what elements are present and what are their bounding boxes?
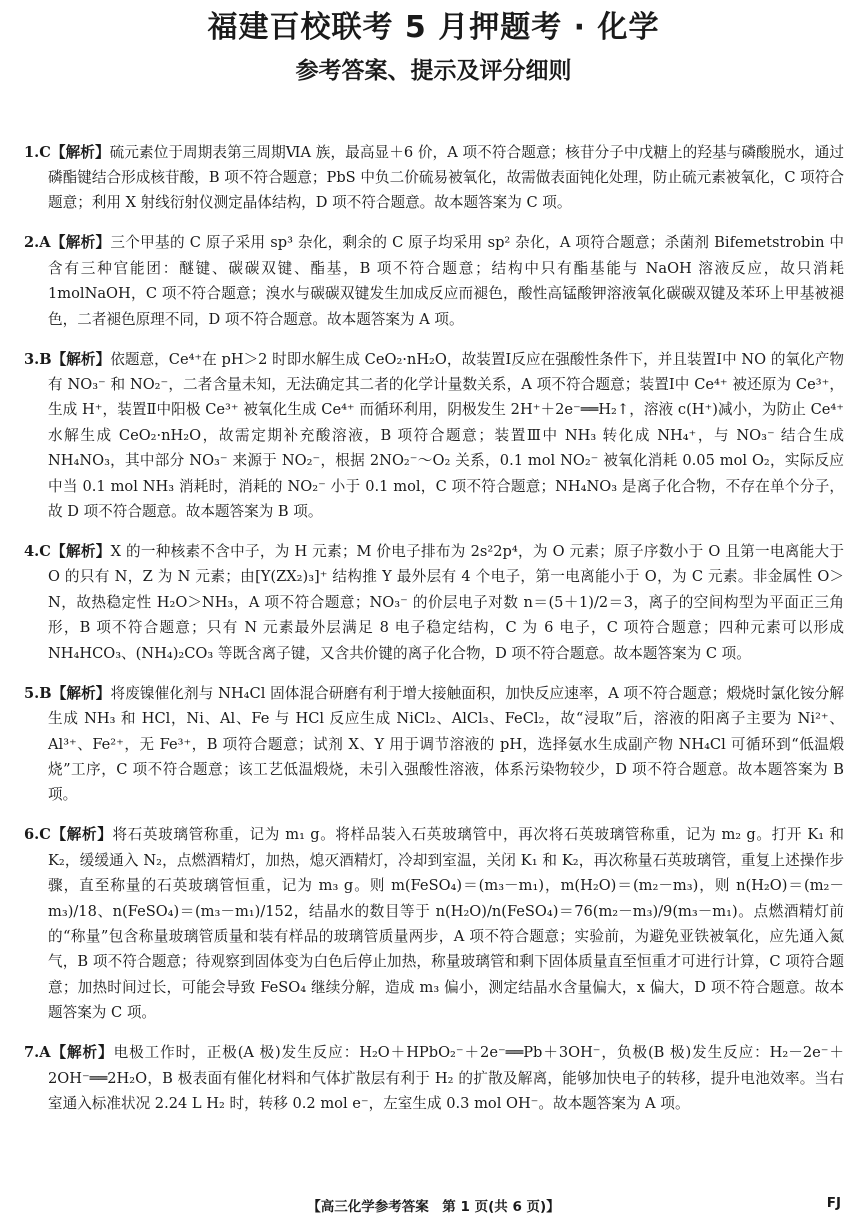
answer-choice: C <box>39 543 51 561</box>
answer-number: 3. <box>24 350 40 368</box>
answer-number: 4. <box>24 543 40 561</box>
answer-item-2 <box>24 230 844 332</box>
analysis-tag: 【解析】 <box>51 684 111 702</box>
answer-choice: A <box>39 1044 51 1062</box>
answer-item-4 <box>24 539 844 666</box>
answer-text: X 的一种核素不含中子，为 H 元素；M 价电子排布为 2s²2p⁴，为 O 元素；原子序数小于 O 且第一电离能大于 O 的只有 N，Z 为 N 元素；由[Y(ZX₂)₃]⁺ 结构推 Y 最外层有 4 个电子，第一电离能小于 O，为 C 元素。非金属性 O＞N，故热稳定性 H₂O＞NH₃，A 项不符合题意；NO₃⁻ 的价层电子对数 n＝(5＋1)/2＝3，离子的空间构型为平面正三角形，B 项不符合题意；只有 N 元素最外层满足 8 电子稳定结构，C 为 6 电子，C 项符合题意；四种元素可以形成 NH₄HCO₃、(NH₄)₂CO₃ 等既含离子键，又含共价键的离子化合物，D 项不符合题意。故本题答案为 C 项。 <box>48 543 844 662</box>
answer-text: 硫元素位于周期表第三周期ⅥA 族，最高显＋6 价，A 项不符合题意；核苷分子中戊糖上的羟基与磷酸脱水，通过磷酯键结合形成核苷酸，B 项不符合题意；PbS 中负二价硫易被氧化，故需做表面钝化处理，防止硫元素被氧化，C 项符合题意；利用 X 射线衍射仪测定晶体结构，D 项不符合题意。故本题答案为 C 项。 <box>48 143 844 212</box>
answer-choice: B <box>39 350 52 368</box>
answer-text: 将废镍催化剂与 NH₄Cl 固体混合研磨有利于增大接触面积，加快反应速率，A 项不符合题意；煅烧时氯化铵分解生成 NH₃ 和 HCl，Ni、Al、Fe 与 HCl 反应生成 NiCl₂、AlCl₃、FeCl₂，故“浸取”后，溶液的阳离子主要为 Ni²⁺、Al³⁺、Fe²⁺，无 Fe³⁺，B 项符合题意；试剂 X、Y 用于调节溶液的 pH，选择氨水生成副产物 NH₄Cl 可循环到“低温煅烧”工序，C 项不符合题意；该工艺低温煅烧，未引入强酸性溶液，体系污染物较少，D 项不符合题意。故本题答案为 B 项。 <box>48 684 844 804</box>
analysis-tag: 【解析】 <box>51 350 111 368</box>
answer-text: 将石英玻璃管称重，记为 m₁ g。将样品装入石英玻璃管中，再次将石英玻璃管称重，记为 m₂ g。打开 K₁ 和 K₂，缓缓通入 N₂，点燃酒精灯，加热，熄灭酒精灯，冷却到室温，关闭 K₁ 和 K₂，再次称量石英玻璃管，重复上述操作步骤，直至称量的石英玻璃管恒重，记为 m₃ g。则 m(FeSO₄)＝(m₃－m₁)，m(H₂O)＝(m₂－m₃)，则 n(H₂O)＝(m₂－m₃)/18、n(FeSO₄)＝(m₃－m₁)/152，结晶水的数目等于 n(H₂O)/n(FeSO₄)＝76(m₂－m₃)/9(m₃－m₁)。点燃酒精灯前的“称量”包含称量玻璃管质量和装有样品的玻璃管质量两步，A 项不符合题意；实验前，为避免亚铁被氧化，应先通入氮气，B 项不符合题意；待观察到固体变为白色后停止加热，称量玻璃管和剩下固体质量直至恒重才可进行计算，C 项符合题意；加热时间过长，可能会导致 FeSO₄ 继续分解，造成 m₃ 偏小，测定结晶水含量偏大，x 偏大，D 项不符合题意。故本题答案为 C 项。 <box>48 826 844 1022</box>
region-code: FJ <box>826 1195 841 1211</box>
answer-item-3 <box>24 347 844 525</box>
answer-item-1 <box>24 140 844 216</box>
page-title: 福建百校联考 5 月押题考 · 化学 <box>207 10 660 45</box>
page-footer: 【高三化学参考答案 第 1 页(共 6 页)】 <box>307 1199 560 1215</box>
answer-number: 7. <box>24 1044 40 1062</box>
analysis-tag: 【解析】 <box>50 543 111 561</box>
analysis-tag: 【解析】 <box>50 1044 114 1062</box>
analysis-tag: 【解析】 <box>50 143 110 161</box>
answer-item-6 <box>24 822 844 1025</box>
analysis-tag: 【解析】 <box>50 826 113 844</box>
analysis-tag: 【解析】 <box>50 234 111 252</box>
answer-number: 2. <box>24 234 40 252</box>
answer-text: 依题意，Ce⁴⁺在 pH＞2 时即水解生成 CeO₂·nH₂O，故装置Ⅰ反应在强酸性条件下，并且装置Ⅰ中 NO 的氧化产物有 NO₃⁻ 和 NO₂⁻，二者含量未知，无法确定其二者的化学计量数关系，A 项不符合题意；装置Ⅰ中 Ce⁴⁺ 被还原为 Ce³⁺，生成 H⁺，装置Ⅱ中阳极 Ce³⁺ 被氧化生成 Ce⁴⁺ 而循环利用，阴极发生 2H⁺＋2e⁻══H₂↑，溶液 c(H⁺)减小，为防止 Ce⁴⁺ 水解生成 CeO₂·nH₂O，故需定期补充酸溶液，B 项符合题意；装置Ⅲ中 NH₃ 转化成 NH₄⁺，与 NO₃⁻ 结合生成 NH₄NO₃，其中部分 NO₃⁻ 来源于 NO₂⁻，根据 2NO₂⁻～O₂ 关系，0.1 mol NO₂⁻ 被氧化消耗 0.05 mol O₂，实际反应中当 0.1 mol NH₃ 消耗时，消耗的 NO₂⁻ 小于 0.1 mol，C 项不符合题意；NH₄NO₃ 是离子化合物，不存在单个分子，故 D 项不符合题意。故本题答案为 B 项。 <box>48 350 844 521</box>
answer-number: 5. <box>24 684 40 702</box>
answer-list <box>24 125 844 1116</box>
answer-number: 6. <box>24 826 40 844</box>
page-subtitle: 参考答案、提示及评分细则 <box>295 58 572 84</box>
answer-choice: A <box>39 234 51 252</box>
answer-text: 三个甲基的 C 原子采用 sp³ 杂化，剩余的 C 原子均采用 sp² 杂化，A 项符合题意；杀菌剂 Bifemetstrobin 中含有三种官能团：醚键、碳碳双键、酯基，B 项不符合题意；结构中只有酯基能与 NaOH 溶液反应，故只消耗 1molNaOH，C 项不符合题意；溴水与碳碳双键发生加成反应而褪色，酸性高锰酸钾溶液氧化碳碳双键及苯环上甲基被褪色，二者褪色原理不同，D 项不符合题意。故本题答案为 A 项。 <box>48 234 844 328</box>
answer-number: 1. <box>24 143 40 161</box>
answer-choice: C <box>39 826 51 844</box>
answer-item-7 <box>24 1040 844 1116</box>
answer-text: 电极工作时，正极(A 极)发生反应：H₂O＋HPbO₂⁻＋2e⁻══Pb＋3OH⁻，负极(B 极)发生反应：H₂－2e⁻＋2OH⁻══2H₂O，B 极表面有催化材料和气体扩散层有利于 H₂ 的扩散及解离，能够加快电子的转移，提升电池效率。当右室通入标准状况 2.24 L H₂ 时，转移 0.2 mol e⁻，左室生成 0.3 mol OH⁻。故本题答案为 A 项。 <box>48 1044 844 1112</box>
answer-item-5 <box>24 681 844 808</box>
answer-choice: B <box>39 684 52 702</box>
answer-choice: C <box>39 143 51 161</box>
